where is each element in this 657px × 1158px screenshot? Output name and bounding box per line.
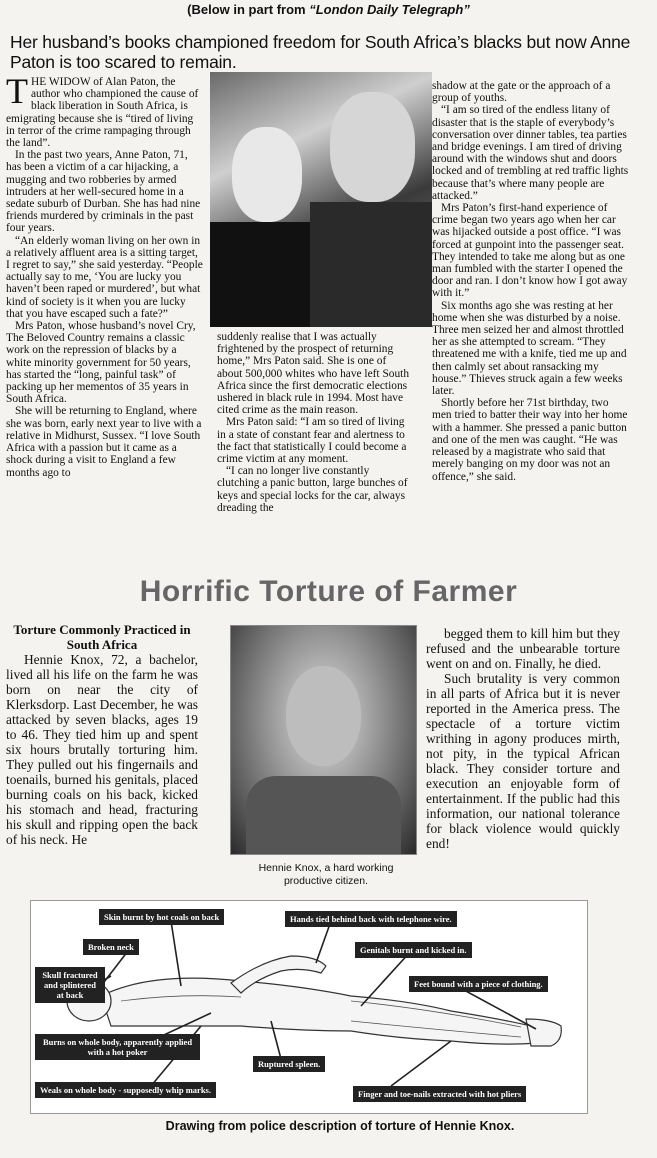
- article2-paragraph: begged them to kill him but they refused and the unbearable torture went on and on. Finally, he died.: [426, 626, 620, 671]
- article2-paragraph: Such brutality is very common in all parts of Africa but it is never reported in the America press. The spectacle of a torture victim writhing in agony produces mirth, not pity, in the typical African black. They consider torture and execution an enjoyable form of entertainment. If the public had this information, our national tolerance for black violence would quickly end!: [426, 671, 620, 851]
- label-skin-burnt: Skin burnt by hot coals on back: [99, 909, 224, 925]
- article1-paragraph: “I can no longer live constantly clutching a panic button, large bunches of keys and special locks for the car, always dreading the: [217, 465, 408, 514]
- article1-paragraph: Shortly before her 71st birthday, two men tried to batter their way into her home with a hammer. She pressed a panic button and one of the men was caught. “He was released by a magistrate who said that merely banging on my door was not an offence,” she said.: [432, 397, 628, 483]
- article2-column-2: [426, 626, 620, 851]
- diagram-caption: Drawing from police description of torture of Hennie Knox.: [165, 1119, 515, 1133]
- label-skull-fractured: Skull fractured and splintered at back: [35, 967, 105, 1003]
- article1-paragraph: Mrs Paton, whose husband’s novel Cry, The Beloved Country remains a classic work on the repression of blacks by a white minority government for 50 years, has started the “long, painful task” of packing up her mementos of 35 years in South Africa.: [6, 320, 196, 406]
- article1-column-1: [6, 71, 203, 479]
- label-nails-extracted: Finger and toe-nails extracted with hot pliers: [353, 1086, 526, 1102]
- label-burns-whole-body: Burns on whole body, apparently applied with a hot poker: [35, 1034, 200, 1060]
- article1-column-3: [432, 80, 629, 483]
- label-genitals: Genitals burnt and kicked in.: [355, 942, 472, 958]
- article2-title: Horrific Torture of Farmer: [139, 575, 518, 608]
- source-line: (Below in part from “London Daily Telegraph”: [187, 2, 470, 17]
- article1-paragraph: She will be returning to England, where she was born, early next year to live with a relative in Midhurst, Sussex. “I love South Africa with a passion but it came as a shock during a visit to England a few months ago to: [6, 405, 202, 479]
- paton-couple-photo: [210, 72, 432, 327]
- article1-column-2: [217, 331, 413, 514]
- drop-cap: T: [6, 71, 28, 111]
- article1-paragraph: “I am so tired of the endless litany of disaster that is the staple of everybody’s conversation over dinner tables, tea parties and bridge evenings. I am tired of driving around with the windows shut and doors locked and of trembling at red traffic lights because that’s where many people are attacked.”: [432, 104, 629, 202]
- article2-column-1: [6, 622, 198, 847]
- label-hands-tied: Hands tied behind back with telephone wire.: [285, 911, 457, 927]
- article1-paragraph: Mrs Paton’s first-hand experience of crime began two years ago when her car was hijacked outside a post office. “I was forced at gunpoint into the passenger seat. They intended to take me along but as one man fumbled with the starter I opened the door and ran. I don’t know how I got away with it.”: [432, 202, 628, 300]
- hennie-knox-photo: [230, 625, 417, 855]
- label-feet-bound: Feet bound with a piece of clothing.: [409, 976, 548, 992]
- headline: Her husband’s books championed freedom for South Africa’s blacks but now Anne Paton is too scared to remain.: [10, 32, 631, 72]
- article1-paragraph: “An elderly woman living on her own in a relatively affluent area is a sitting target, I regret to say,” she said yesterday. “People actually say to me, ‘You are lucky you haven’t been raped or murdered’, but what kind of society is it when you are lucky that you have escaped such a fate?”: [6, 234, 203, 320]
- article1-paragraph: Six months ago she was resting at her home when she was disturbed by a noise. Three men seized her and almost throttled her as she attempted to scream. “They threatened me with a knife, tied me up and then calmly set about ransacking my house.” Thieves struck again a few weeks later.: [432, 299, 627, 398]
- label-broken-neck: Broken neck: [83, 939, 139, 955]
- article1-paragraph: shadow at the gate or the approach of a group of youths.: [432, 80, 611, 105]
- article1-paragraph: Mrs Paton said: “I am so tired of living in a state of constant fear and alertness to the fact that statistically I could become a crime victim at any moment.: [217, 416, 407, 466]
- article1-paragraph: suddenly realise that I was actually frightened by the prospect of returning home,” Mrs Paton said. She is one of about 500,000 whites who have left South Africa since the first democratic elections ushered in black rule in 1994. Most have cited crime as the main reason.: [217, 331, 410, 417]
- label-weals: Weals on whole body - supposedly whip marks.: [35, 1082, 216, 1098]
- article1-paragraph: In the past two years, Anne Paton, 71, has been a victim of a car hijacking, a mugging and two robberies by armed intruders at her well-secured home in a sedate suburb of Durban. She has had nine friends murdered by criminals in the past four years.: [6, 149, 201, 235]
- label-ruptured-spleen: Ruptured spleen.: [253, 1056, 325, 1072]
- photo-caption: Hennie Knox, a hard working productive citizen.: [258, 862, 394, 887]
- torture-diagram: [30, 900, 588, 1114]
- article2-paragraph: Hennie Knox, 72, a bachelor, lived all his life on the farm he was born on near the city of Klerksdorp. Last December, he was attacked by seven blacks, ages 19 to 46. They tied him up and spent six hours brutally torturing him. They pulled out his fingernails and toenails, burned his genitals, placed burning coals on his back, kicked his stomach and head, fracturing his skull and ripping open the back of his neck. He: [6, 652, 198, 847]
- article1-paragraph: THE WIDOW of Alan Paton, the author who championed the cause of black liberation in South Africa, is emigrating because she is “tired of living in terror of the crime rampaging through the land”.: [6, 71, 199, 150]
- article2-subhead: Torture Commonly Practiced in South Africa: [13, 622, 191, 652]
